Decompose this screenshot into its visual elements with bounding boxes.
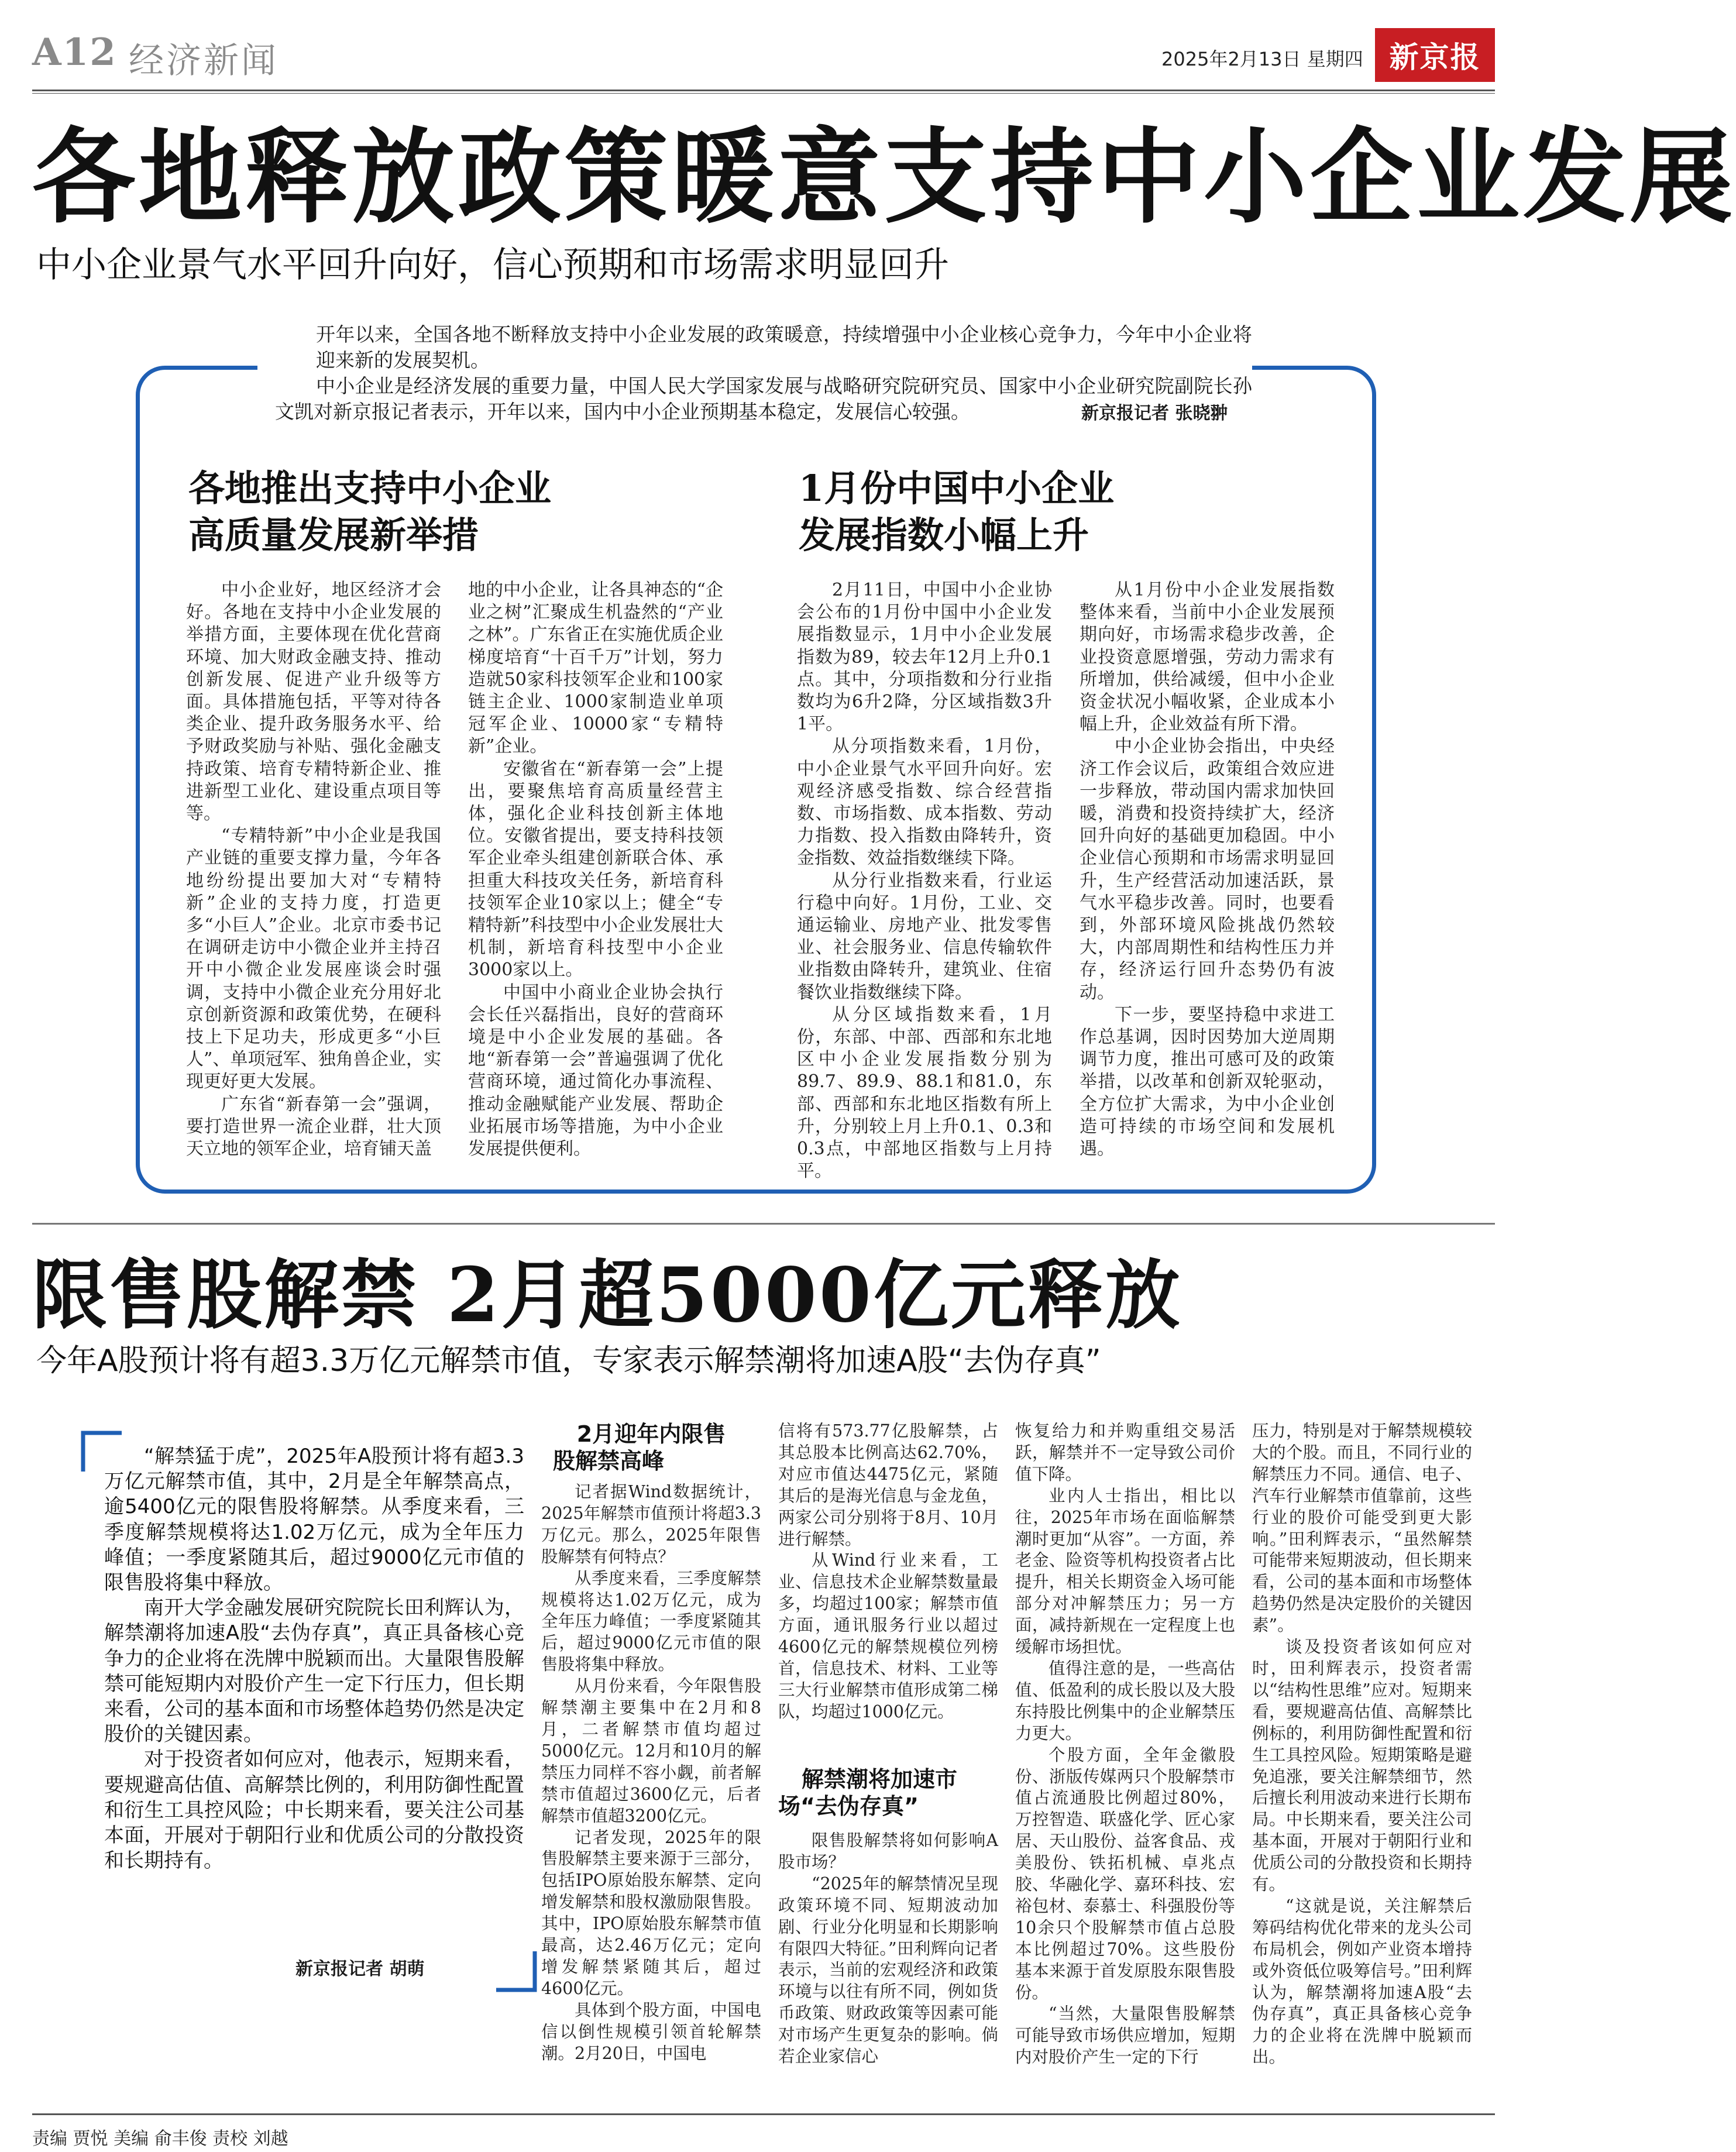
paragraph: 中小企业好，地区经济才会好。各地在支持中小企业发展的举措方面，主要体现在优化营商环境、加大财政金融支持、推动创新发展、促进产业升级等方面。具体措施包括，平等对待各类企业、提升政务服务水平、给予财政奖励与补贴、强化金融支持政策、培育专精特新企业、推进新型工业化、建设重点项目等等。 (186, 580, 441, 824)
paragraph: 从Wind行业来看，工业、信息技术企业解禁数量最多，均超过100家；解禁市值方面，通讯服务行业以超过4600亿元的解禁规模位列榜首，信息技术、材料、工业等三大行业解禁市值形成第二梯队，均超过1000亿元。 (778, 1551, 998, 1721)
story2-column-c (1015, 1421, 1235, 2068)
story2-subheadline: 今年A股预计将有超3.3万亿元解禁市值，专家表示解禁潮将加速A股“去伪存真” (36, 1343, 1101, 1378)
paragraph: 从月份来看，今年限售股解禁潮主要集中在2月和8月，二者解禁市值均超过5000亿元。12月和10月的解禁压力同样不容小觑，前者解禁市值超过3600亿元，后者解禁市值超3200亿元。 (541, 1676, 761, 1826)
paragraph: 从1月份中小企业发展指数整体来看，当前中小企业发展预期向好，市场需求稳步改善，企业投资意愿增强，劳动力需求有所增加，供给减缓，但中小企业资金状况小幅收紧，企业成本小幅上升，企业效益有所下滑。 (1080, 580, 1335, 735)
paragraph: 从分区域指数来看，1月份，东部、中部、西部和东北地区中小企业发展指数分别为89.7、89.9、88.1和81.0，东部、西部和东北地区指数有所上升，分别较上月上升0.1、0.3和0.3点，中部地区指数与上月持平。 (797, 1004, 1052, 1182)
section-b-title-line1: 1月份中国中小企业 (799, 467, 1115, 510)
footer-rule (32, 2113, 1495, 2115)
paragraph: 谈及投资者该如何应对时，田利辉表示，投资者需以“结构性思维”应对。短期来看，要规避高估值、高解禁比例标的，利用防御性配置和衍生工具控风险。短期策略是避免追涨，要关注解禁细节，然后擅长利用波动来进行长期布局。中长期来看，要关注公司基本面，开展对于朝阳行业和优质公司的分散投资和长期持有。 (1252, 1637, 1472, 1895)
subsection-1-title-line1: 2月迎年内限售 (576, 1421, 726, 1447)
section-b-column-1 (797, 579, 1052, 1182)
paragraph: 安徽省在“新春第一会”上提出，要聚焦培育高质量经营主体，强化企业科技创新主体地位。安徽省提出，要支持科技领军企业牵头组建创新联合体、承担重大科技攻关任务，新培育科技领军企业10家以上；健全“专精特新”科技型中小企业发展壮大机制，新培育科技型中小企业3000家以上。 (468, 758, 723, 981)
masthead-rule (32, 90, 1495, 91)
subsection-2-title-line2: 场“去伪存真” (778, 1793, 919, 1819)
story1-lead-paragraph-1: 开年以来，全国各地不断释放支持中小企业发展的政策暖意，持续增强中小企业核心竞争力，今年中小企业将迎来新的发展契机。 (316, 323, 1252, 372)
story2-summary (104, 1444, 524, 1873)
subsection-2-title (778, 1766, 998, 1820)
story-divider (32, 1223, 1495, 1225)
subsection-2-title-line1: 解禁潮将加速市 (802, 1766, 958, 1792)
story2-byline: 新京报记者 胡萌 (295, 1959, 425, 1979)
masthead-rule-thin (32, 93, 1495, 94)
newspaper-logo: 新京报 (1375, 28, 1495, 82)
paragraph: 信将有573.77亿股解禁，占其总股本比例高达62.70%，对应市值达4475亿元，紧随其后的是海光信息与金龙鱼，两家公司分别将于8月、10月进行解禁。 (778, 1421, 998, 1549)
paragraph: 具体到个股方面，中国电信以倒性规模引领首轮解禁潮。2月20日，中国电 (541, 2000, 761, 2063)
section-b-title-line2: 发展指数小幅上升 (799, 514, 1089, 556)
subsection-1-title-line2: 股解禁高峰 (553, 1448, 665, 1474)
paragraph: 地的中小企业，让各具神态的“企业之树”汇聚成生机盎然的“产业之林”。广东省正在实施优质企业梯度培育“十百千万”计划，努力造就50家科技领军企业和100家链主企业、1000家制造业单项冠军企业、10000家“专精特新”企业。 (468, 580, 723, 757)
paragraph: “2025年的解禁情况呈现政策环境不同、短期波动加剧、行业分化明显和长期影响有限四大特征。”田利辉向记者表示，当前的宏观经济和政策环境与以往有所不同，例如货币政策、财政政策等因素可能对市场产生更复杂的影响。倘若企业家信心 (778, 1873, 998, 2067)
page-number: A12 (32, 30, 117, 74)
section-b-title (799, 465, 1114, 559)
paragraph: 限售股解禁将如何影响A股市场？ (778, 1831, 998, 1872)
story1-byline: 新京报记者 张晓翀 (1081, 403, 1228, 424)
summary-paragraph: 南开大学金融发展研究院院长田利辉认为，解禁潮将加速A股“去伪存真”，真正具备核心竞争力的企业将在洗牌中脱颖而出。大量限售股解禁可能短期内对股价产生一定下行压力，但长期来看，公司的基本面和市场整体趋势仍然是决定股价的关键因素。 (104, 1596, 524, 1747)
issue-date: 2025年2月13日 星期四 (1161, 48, 1363, 70)
paragraph: 恢复给力和并购重组交易活跃，解禁并不一定导致公司价值下降。 (1015, 1421, 1235, 1484)
paragraph: 从分项指数来看，1月份，中小企业景气水平回升向好。宏观经济感受指数、综合经营指数、市场指数、成本指数、劳动力指数、投入指数由降转升，资金指数、效益指数继续下降。 (797, 736, 1052, 869)
story2-column-b-top (778, 1421, 998, 1723)
paragraph: 记者据Wind数据统计，2025年解禁市值预计将超3.3万亿元。那么，2025年限售股解禁有何特点？ (541, 1482, 761, 1566)
story2-headline: 限售股解禁 2月超5000亿元释放 (32, 1252, 1182, 1339)
paragraph: 从分行业指数来看，行业运行稳中向好。1月份，工业、交通运输业、房地产业、批发零售业、社会服务业、信息传输软件业指数由降转升，建筑业、住宿餐饮业指数继续下降。 (797, 870, 1052, 1003)
section-a-title-line1: 各地推出支持中小企业 (188, 467, 552, 510)
section-name: 经济新闻 (129, 40, 279, 81)
story2-column-b-bottom (778, 1830, 998, 2068)
paragraph: 个股方面，全年金徽股份、浙版传媒两只个股解禁市值占流通股比例超过80%，万控智造、联盛化学、匠心家居、天山股份、益客食品、戎美股份、铁拓机械、卓兆点胶、华融化学、嘉环科技、宏裕包材、泰慕士、科强股份等10余只个股解禁市值占总股本比例超过70%。这些股份基本来源于首发原股东限售股份。 (1015, 1745, 1235, 2002)
story1-lead-paragraph-2: 中小企业是经济发展的重要力量，中国人民大学国家发展与战略研究院研究员、国家中小企业研究院副院长孙文凯对新京报记者表示，开年以来，国内中小企业预期基本稳定，发展信心较强。 (275, 374, 1252, 423)
paragraph: “这就是说，关注解禁后筹码结构优化带来的龙头公司布局机会，例如产业资本增持或外资低位吸筹信号。”田利辉认为，解禁潮将加速A股“去伪存真”，真正具备核心竞争力的企业将在洗牌中脱颖而出。 (1252, 1896, 1472, 2067)
section-a-column-2 (468, 579, 723, 1160)
paragraph: 压力，特别是对于解禁规模较大的个股。而且，不同行业的解禁压力不同。通信、电子、汽车行业解禁市值靠前，这些行业的股价可能受到更大影响。”田利辉表示，“虽然解禁可能带来短期波动，但长期来看，公司的基本面和市场整体趋势仍然是决定股价的关键因素”。 (1252, 1421, 1472, 1635)
story2-column-a (541, 1481, 761, 2064)
section-a-column-1 (186, 579, 441, 1160)
section-b-column-2 (1080, 579, 1335, 1160)
paragraph: 2月11日，中国中小企业协会公布的1月份中国中小企业发展指数显示，1月中小企业发展指数为89，较去年12月上升0.1点。其中，分项指数和分行业指数均为6升2降，分区域指数3升1平。 (797, 580, 1052, 735)
paragraph: 中小企业协会指出，中央经济工作会议后，政策组合效应进一步释放，带动国内需求加快回暖，消费和投资持续扩大，经济回升向好的基础更加稳固。中小企业信心预期和市场需求明显回升，生产经营活动加速活跃，景气水平稳步改善。同时，也要看到，外部环境风险挑战仍然较大，内部周期性和结构性压力并存，经济运行回升态势仍有波动。 (1080, 736, 1335, 1003)
editor-credits: 责编 贾悦 美编 俞丰俊 责校 刘越 (32, 2129, 288, 2149)
paragraph: 值得注意的是，一些高估值、低盈利的成长股以及大股东持股比例集中的企业解禁压力更大。 (1015, 1658, 1235, 1743)
paragraph: 下一步，要坚持稳中求进工作总基调，因时因势加大逆周期调节力度，推出可感可及的政策举措，以改革和创新双轮驱动，全方位扩大需求，为中小企业创造可持续的市场空间和发展机遇。 (1080, 1004, 1335, 1160)
paragraph: 广东省“新春第一会”强调，要打造世界一流企业群，壮大顶天立地的领军企业，培育铺天盖 (186, 1094, 441, 1160)
paragraph: 从季度来看，三季度解禁规模将达1.02万亿元，成为全年压力峰值；一季度紧随其后，超过9000亿元市值的限售股将集中释放。 (541, 1568, 761, 1675)
paragraph: 业内人士指出，相比以往，2025年市场在面临解禁潮时更加“从容”。一方面，养老金、险资等机构投资者占比提升，相关长期资金入场可能部分对冲解禁压力；另一方面，减持新规在一定程度上也缓解市场担忧。 (1015, 1486, 1235, 1657)
summary-paragraph: 对于投资者如何应对，他表示，短期来看，要规避高估值、高解禁比例的，利用防御性配置和衍生工具控风险；中长期来看，要关注公司基本面，开展对于朝阳行业和优质公司的分散投资和长期持有。 (104, 1748, 524, 1873)
paragraph: 中国中小商业企业协会执行会长任兴磊指出，良好的营商环境是中小企业发展的基础。各地“新春第一会”普遍强调了优化营商环境，通过简化办事流程、推动金融赋能产业发展、帮助企业拓展市场等措施，为中小企业发展提供便利。 (468, 982, 723, 1160)
paragraph: 记者发现，2025年的限售股解禁主要来源于三部分，包括IPO原始股东解禁、定向增发解禁和股权激励限售股。其中，IPO原始股东解禁市值最高，达2.46万亿元；定向增发解禁紧随其后，超过4600亿元。 (541, 1827, 761, 1998)
paragraph: “当然，大量限售股解禁可能导致市场供应增加，短期内对股价产生一定的下行 (1015, 2004, 1235, 2067)
story2-column-d (1252, 1421, 1472, 2068)
story1-subheadline: 中小企业景气水平回升向好，信心预期和市场需求明显回升 (36, 245, 949, 286)
section-a-title-line2: 高质量发展新举措 (188, 514, 479, 556)
story1-headline: 各地释放政策暖意支持中小企业发展 (32, 116, 1736, 238)
subsection-1-title (541, 1421, 761, 1474)
section-a-title (188, 465, 551, 559)
paragraph: “专精特新”中小企业是我国产业链的重要支撑力量，今年各地纷纷提出要加大对“专精特新”企业的支持力度，打造更多“小巨人”企业。北京市委书记在调研走访中小微企业并主持召开中小微企业发展座谈会时强调，支持中小微企业充分用好北京创新资源和政策优势，在硬科技上下足功夫，形成更多“小巨人”、单项冠军、独角兽企业，实现更好更大发展。 (186, 826, 441, 1092)
summary-paragraph: “解禁猛于虎”，2025年A股预计将有超3.3万亿元解禁市值，其中，2月是全年解禁高点，逾5400亿元的限售股将解禁。从季度来看，三季度解禁规模将达1.02万亿元，成为全年压力峰值；一季度紧随其后，超过9000亿元市值的限售股将集中释放。 (104, 1445, 524, 1595)
